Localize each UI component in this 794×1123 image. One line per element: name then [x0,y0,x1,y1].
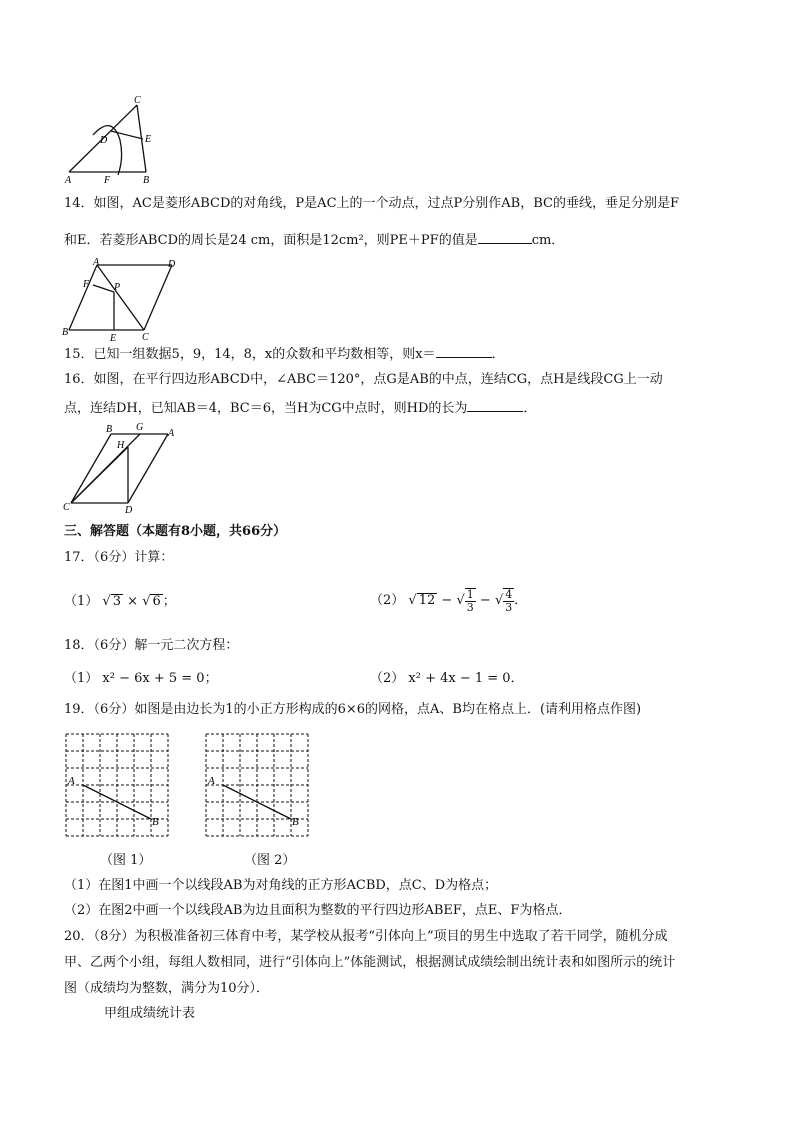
label-B: B [292,816,299,828]
label-C: C [142,332,149,342]
label-D: D [168,259,176,270]
q14-line2 [64,229,564,251]
label-B: B [106,424,113,435]
label-D: D [125,505,133,516]
label-F: F [83,279,90,290]
label-E: E [145,134,152,145]
figure-q13 [60,92,170,184]
label-E: E [110,333,117,342]
q17-p2-label: （2） [370,593,405,608]
label-C: C [134,95,141,106]
q16-text: 点，连结DH，已知AB＝4，BC＝6，当H为CG中点时，则HD的长为 [64,401,468,416]
q17-p2-frac1: $\frac{1}{3}$ [466,587,474,614]
q16-line2 [64,397,536,419]
q16-line1: 16．如图，在平行四边形ABCD中，∠ABC＝120°，点G是AB的中点，连结CG，点H是线段CG上一动 [64,372,663,387]
q15-line [64,343,505,365]
q17-p2-op1: − [441,593,453,608]
label-P: P [114,282,121,293]
label-A: A [68,775,75,787]
q20-table-title: 甲组成绩统计表 [104,1006,196,1021]
q14-line1: 14．如图，AC是菱形ABCD的对角线，P是AC上的一个动点，过点P分别作AB，BC的垂线，垂足分别是F [64,196,679,211]
label-A: A [208,775,215,787]
q17-p1-op: × [127,594,139,609]
q17-p2-end: ． [514,593,528,608]
q15-text: 15．已知一组数据5，9，14，8，x的众数和平均数相等，则x＝ [64,347,436,362]
label-D: D [100,135,108,146]
q14-unit: cm． [531,233,565,248]
q17-p1-radicand-b: 6 [152,594,161,609]
q15-end: ． [491,347,505,362]
q20-line2: 甲、乙两个小组，每组人数相同，进行“引体向上”体能测试，根据测试成绩绘制出统计表和如图所示的统计 [64,955,676,970]
q17-stem: 17．（6分）计算： [64,550,174,565]
grid-caption-1: （图 1） [100,853,152,868]
grid-caption-2: （图 2） [244,853,296,868]
label-C: C [63,502,70,513]
q17-part2: （2） √ 12 − √ $\frac{1}{3}$ − √ $\frac{4}{3}$ ． [370,587,528,614]
figure-q16 [60,420,190,516]
q16-end: ． [523,401,537,416]
label-G: G [136,422,144,433]
q17-p2-op2: − [479,593,491,608]
q17-p1-label: （1） [64,594,99,609]
figure-q14 [60,256,186,342]
q17-p2-frac2: $\frac{4}{3}$ [505,587,513,614]
label-A: A [168,428,175,439]
label-H: H [117,440,125,451]
grid-figure-2 [200,730,318,840]
q18-part2: （2） x² + 4x − 1 = 0． [370,671,524,686]
q14-answer-blank[interactable] [478,229,532,244]
q19-part2: （2）在图2中画一个以线段AB为边且面积为整数的平行四边形ABEF，点E、F为格点． [64,903,572,918]
q18-part1: （1） x² − 6x + 5 = 0； [64,671,218,686]
label-A: A [93,257,100,268]
label-A: A [65,175,72,184]
q17-p2-radicand: 12 [418,593,436,608]
q19-part1: （1）在图1中画一个以线段AB为对角线的正方形ACBD，点C、D为格点； [64,878,498,893]
q17-p1-radicand-a: 3 [112,594,121,609]
q16-answer-blank[interactable] [467,397,523,412]
section-heading: 三、解答题（本题有8小题，共66分） [64,524,287,539]
q15-answer-blank[interactable] [436,343,492,358]
label-B: B [143,175,150,184]
q14-text: 和E．若菱形ABCD的周长是24 cm，面积是12cm²，则PE＋PF的值是 [64,233,478,248]
q18-stem: 18．（6分）解一元二次方程： [64,638,239,653]
grid-figure-1 [60,730,178,840]
q20-line1: 20．（8分）为积极准备初三体育中考，某学校从报考“引体向上”项目的男生中选取了若干同学，随机分成 [64,929,668,944]
q20-line3: 图（成绩均为整数，满分为10分）． [64,981,270,996]
q17-p1-end: ； [162,594,176,609]
label-B: B [62,327,69,338]
q17-part1: （1） √ 3 × √ 6 ； [64,594,176,609]
label-B: B [152,816,159,828]
label-F: F [104,175,111,184]
q19-stem: 19．（6分）如图是由边长为1的小正方形构成的6×6的网格，点A、B均在格点上．(请利用格点作图) [64,702,642,717]
